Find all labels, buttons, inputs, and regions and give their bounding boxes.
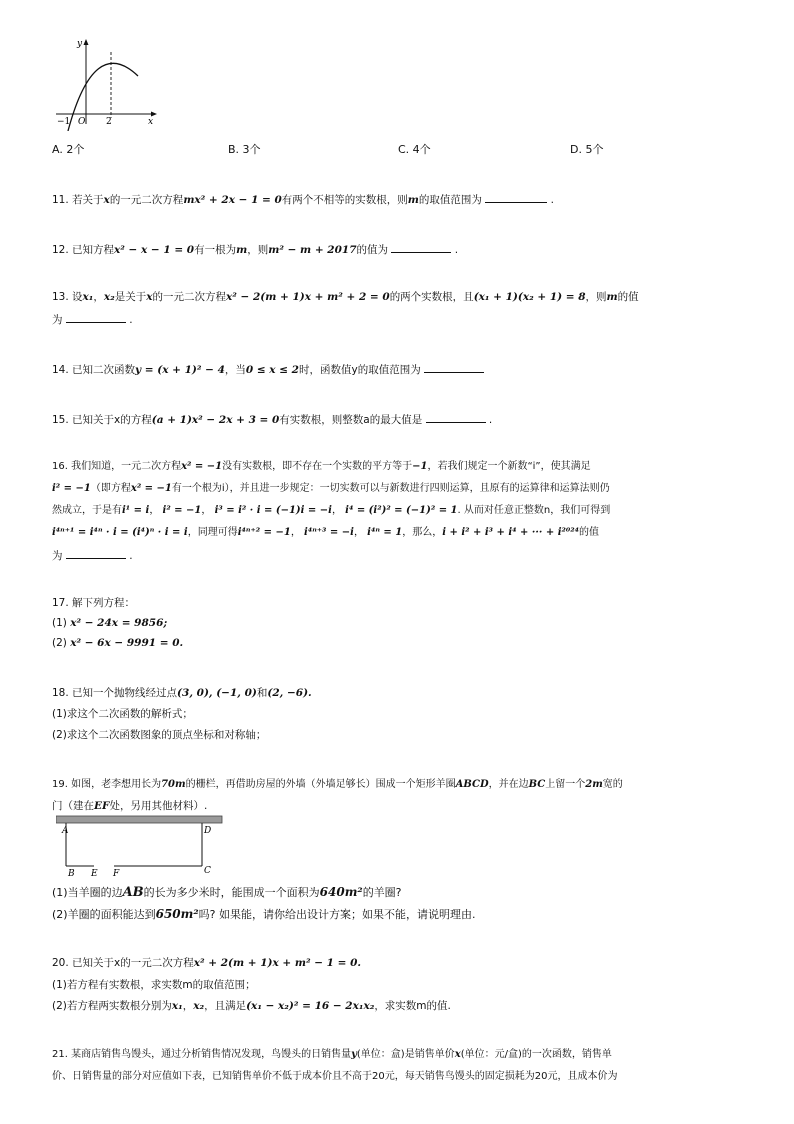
option-d: D. 5个 (570, 143, 604, 156)
question-13-line2: 为 . (52, 314, 133, 326)
question-21-line1: 21. 某商店销售鸟馒头，通过分析销售情况发现，鸟馒头的日销售量y(单位：盒)是销售单价x(单位：元/盒)的一次函数，销售单 (52, 1049, 612, 1060)
point-c: C (204, 866, 211, 876)
point-f: F (113, 869, 120, 879)
question-14: 14. 已知二次函数y = (x + 1)² − 4，当0 ≤ x ≤ 2时，函数值y的取值范围为 (52, 362, 484, 377)
x-axis-label: x (148, 117, 154, 127)
origin-label: O (78, 117, 86, 127)
question-16-line5: 为 . (52, 550, 133, 562)
question-17-part2: (2) x² − 6x − 9991 = 0. (52, 637, 184, 649)
option-a: A. 2个 (52, 143, 85, 156)
question-18-part2: (2)求这个二次函数图象的顶点坐标和对称轴； (52, 729, 267, 741)
question-19-line1: 19. 如图，老李想用长为70m的栅栏，再借助房屋的外墙（外墙足够长）围成一个矩形羊圈ABCD，并在边BC上留一个2m宽的 (52, 779, 623, 790)
question-16-line1: 16. 我们知道，一元二次方程x² = −1没有实数根，即不存在一个实数的平方等于−1，若我们规定一个新数“i”，使其满足 (52, 461, 591, 472)
point-b: B (68, 869, 75, 879)
question-12: 12. 已知方程x² − x − 1 = 0有一根为m，则m² − m + 2017的值为 . (52, 244, 459, 256)
question-17-title: 17. 解下列方程： (52, 597, 136, 609)
question-18-part1: (1)求这个二次函数的解析式； (52, 708, 193, 720)
question-16-line4: i⁴ⁿ⁺¹ = i⁴ⁿ · i = (i⁴)ⁿ · i = i，同理可得i⁴ⁿ⁺² = −1， i⁴ⁿ⁺³ = −i， i⁴ⁿ = 1，那么，i + i² + i³ + i⁴ + ··· + i²⁰²⁴的值 (52, 527, 600, 538)
sheep-pen-figure (56, 814, 226, 880)
answer-blank[interactable] (426, 412, 486, 423)
question-16-line3: 然成立，于是有i¹ = i， i² = −1， i³ = i² · i = (−1)i = −i， i⁴ = (i²)² = (−1)² = 1. 从而对任意正整数n，我们可得到 (52, 505, 611, 516)
question-17-part1: (1) x² − 24x = 9856; (52, 617, 168, 629)
answer-blank[interactable] (424, 362, 484, 373)
y-axis-label: y (77, 39, 83, 49)
question-19-part2: (2)羊圈的面积能达到650m²吗? 如果能，请你给出设计方案；如果不能，请说明理由. (52, 907, 476, 921)
answer-blank[interactable] (66, 548, 126, 559)
parabola-graph (50, 36, 170, 131)
question-15: 15. 已知关于x的方程(a + 1)x² − 2x + 3 = 0有实数根，则整数a的最大值是 . (52, 414, 493, 426)
tick-neg-one: −1 (57, 117, 71, 127)
tick-two: 2 (106, 117, 112, 127)
answer-blank[interactable] (485, 192, 547, 203)
point-a: A (62, 826, 69, 836)
option-c: C. 4个 (398, 143, 431, 156)
question-20: 20. 已知关于x的一元二次方程x² + 2(m + 1)x + m² − 1 = 0. (52, 957, 362, 969)
question-19-part1: (1)当羊圈的边AB的长为多少米时，能围成一个面积为640m²的羊圈? (52, 885, 402, 900)
question-11: 11. 若关于x的一元二次方程mx² + 2x − 1 = 0有两个不相等的实数根，则m的取值范围为 . (52, 194, 554, 206)
point-d: D (204, 826, 212, 836)
question-18: 18. 已知一个抛物线经过点(3, 0), (−1, 0)和(2, −6). (52, 687, 312, 699)
question-21-line2: 价、日销售量的部分对应值如下表，已知销售单价不低于成本价且不高于20元，每天销售鸟馒头的固定损耗为20元，且成本价为 (52, 1071, 618, 1082)
answer-blank[interactable] (391, 242, 451, 253)
question-16-line2: i² = −1（即方程x² = −1有一个根为i），并且进一步规定：一切实数可以与新数进行四则运算，且原有的运算律和运算法则仍 (52, 483, 610, 494)
question-20-part2: (2)若方程两实数根分别为x₁，x₂，且满足(x₁ − x₂)² = 16 − 2x₁x₂，求实数m的值. (52, 1000, 451, 1012)
question-20-part1: (1)若方程有实数根，求实数m的取值范围； (52, 979, 256, 991)
option-b: B. 3个 (228, 143, 261, 156)
answer-blank[interactable] (66, 312, 126, 323)
question-13: 13. 设x₁，x₂是关于x的一元二次方程x² − 2(m + 1)x + m² + 2 = 0的两个实数根，且(x₁ + 1)(x₂ + 1) = 8，则m的值 (52, 291, 639, 303)
point-e: E (91, 869, 98, 879)
question-19-line2: 门（建在EF处，另用其他材料）. (52, 800, 208, 812)
